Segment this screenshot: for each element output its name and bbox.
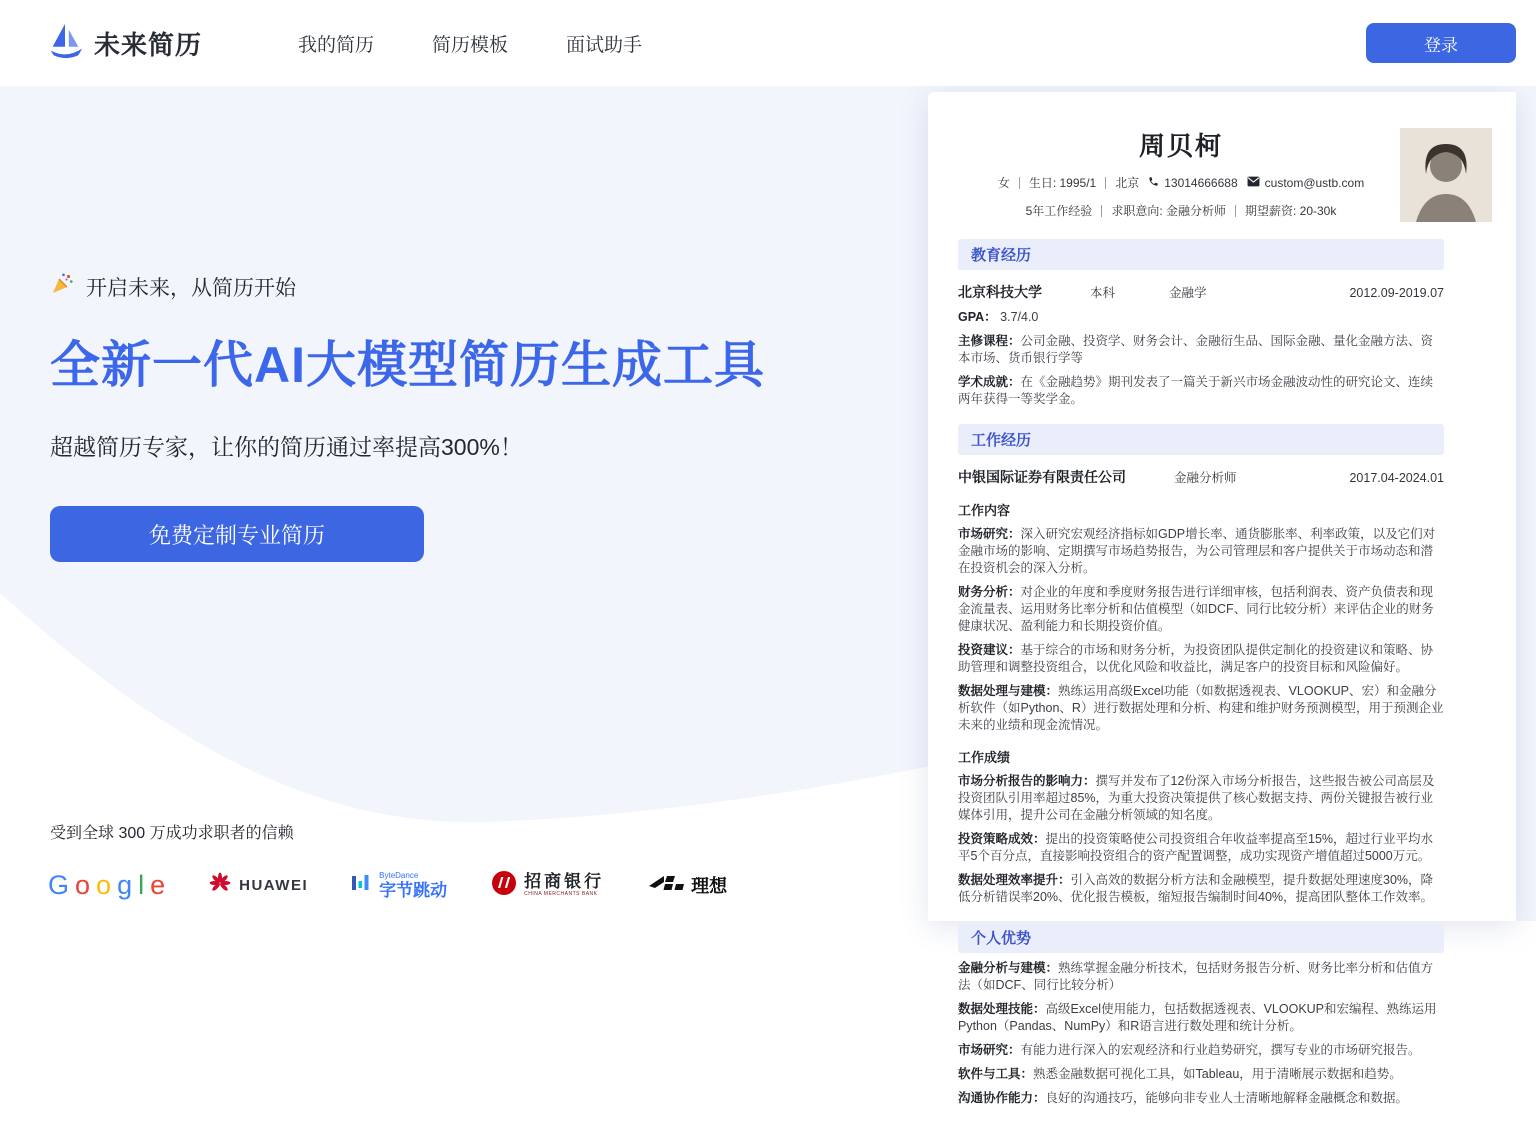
degree: 本科	[1090, 286, 1116, 300]
work-achievement-item: 市场分析报告的影响力：撰写并发布了12份深入市场分析报告，这些报告被公司高层及投资团队引用率超过85%，为重大投资决策提供了核心数据支持、两份关键报告被行业媒体引用，提升公司在金融分析领域的知名度。	[958, 774, 1435, 822]
bytedance-wordmark-cn: 字节跳动	[379, 880, 448, 900]
work-content-item: 投资建议：基于综合的市场和财务分析，为投资团队提供定制化的投资建议和策略、协助管理和调整投资组合，以优化风险和收益比，满足客户的投资目标和风险偏好。	[958, 643, 1434, 674]
job-title: 金融分析师	[1174, 471, 1237, 485]
brand[interactable]	[46, 21, 202, 66]
section-header-strengths: 个人优势	[958, 922, 1444, 953]
birthday: 生日: 1995/1	[1028, 176, 1097, 190]
hero-eyebrow	[50, 272, 830, 302]
google-letter: o	[75, 869, 90, 900]
resume-header	[958, 126, 1404, 219]
login-button[interactable]: 登录	[1366, 23, 1516, 63]
email-field	[1247, 176, 1365, 190]
experience-years: 5年工作经验	[1025, 204, 1093, 218]
work-achievement-heading: 工作成绩	[958, 750, 1011, 765]
liauto-logo	[648, 872, 727, 898]
resume-meta-line-1	[958, 174, 1404, 191]
google-logo	[48, 870, 164, 901]
expected-salary: 期望薪资: 20-30k	[1244, 204, 1337, 218]
huawei-wordmark: HUAWEI	[239, 876, 309, 894]
hero-eyebrow-text: 开启未来，从简历开始	[86, 277, 296, 300]
strength-item: 金融分析与建模：熟练掌握金融分析技术，包括财务报告分析、财务比率分析和估值方法（如DCF、同行比较分析）	[958, 961, 1434, 992]
huawei-logo	[208, 871, 308, 900]
education-detail: 主修课程：公司金融、投资学、财务会计、金融衍生品、国际金融、量化金融方法、资本市场、货币银行学等	[958, 334, 1434, 365]
brand-logos-row	[48, 862, 727, 908]
hero-title: 全新一代AI大模型简历生成工具	[50, 337, 765, 393]
phone-number: 13014666688	[1164, 175, 1238, 190]
black-li-mark-icon	[648, 874, 684, 897]
divider	[1235, 205, 1236, 217]
work-row	[958, 467, 1444, 487]
candidate-name: 周贝柯	[1138, 131, 1223, 161]
bytedance-logo	[352, 871, 447, 900]
strength-item: 软件与工具：熟悉金融数据可视化工具，如Tableau，用于清晰展示数据和趋势。	[958, 1067, 1402, 1081]
hero-subtitle: 超越简历专家，让你的简历通过率提高300%！	[50, 434, 523, 460]
work-dates: 2017.04-2024.01	[1349, 471, 1444, 485]
google-letter: o	[96, 869, 111, 900]
strength-item: 数据处理技能：高级Excel使用能力，包括数据透视表、VLOOKUP和宏编程、熟练运用Python（Pandas、NumPy）和R语言进行数处理和统计分析。	[958, 1002, 1437, 1033]
work-achievement-item: 投资策略成效：提出的投资策略使公司投资组合年收益率提高至15%，超过行业平均水平5个百分点，直接影响投资组合的资产配置调整，成功实现资产增值超过5000万元。	[958, 832, 1434, 863]
free-custom-resume-button[interactable]: 免费定制专业简历	[50, 506, 424, 562]
strength-item: 市场研究：有能力进行深入的宏观经济和行业趋势研究，撰写专业的市场研究报告。	[958, 1043, 1421, 1057]
company-name: 中银国际证券有限责任公司	[958, 469, 1126, 485]
phone-field	[1148, 176, 1237, 190]
work-content-item: 数据处理与建模：熟练运用高级Excel功能（如数据透视表、VLOOKUP、宏）和金融分析软件（如Python、R）进行数据处理和分析、构建和维护财务预测模型，用于预测企业未来的业绩和现金流情况。	[958, 684, 1444, 732]
job-objective: 求职意向: 金融分析师	[1111, 204, 1226, 218]
cmb-wordmark-en: CHINA MERCHANTS BANK	[524, 891, 598, 897]
email-address: custom@ustb.com	[1264, 175, 1365, 190]
cmb-wordmark-cn: 招商银行	[524, 872, 605, 891]
gender: 女	[997, 176, 1010, 190]
work-content-item: 财务分析：对企业的年度和季度财务报告进行详细审核，包括利润表、资产负债表和现金流量表、运用财务比率分析和估值模型（如DCF、同行比较分析）来评估企业的财务健康状况、盈利能力和长期投资价值。	[958, 585, 1434, 633]
education-dates: 2012.09-2019.07	[1349, 286, 1444, 300]
education-detail: GPA： 3.7/4.0	[958, 310, 1039, 324]
profile-photo	[1400, 128, 1492, 222]
strength-item: 沟通协作能力：良好的沟通技巧，能够向非专业人士清晰地解释金融概念和数据。	[958, 1091, 1409, 1105]
major: 金融学	[1169, 286, 1207, 300]
navbar	[0, 0, 1536, 86]
divider	[1105, 177, 1106, 189]
nav-item-interview-assistant[interactable]: 面试助手	[566, 34, 643, 56]
red-flower-icon	[208, 871, 232, 900]
divider	[1101, 205, 1102, 217]
red-circle-icon	[491, 870, 517, 901]
work-achievement-item: 数据处理效率提升：引入高效的数据分析方法和金融模型，提升数据处理速度30%，降低分析错误率20%、优化报告模板，缩短报告编制时间40%，提高团队整体工作效率。	[958, 873, 1434, 904]
google-letter: g	[117, 869, 132, 900]
work-content-item: 市场研究：深入研究宏观经济指标如GDP增长率、通货膨胀率、利率政策，以及它们对金融市场的影响、定期撰写市场趋势报告，为公司管理层和客户提供关于市场动态和潜在投资机会的深入分析。	[958, 527, 1436, 575]
nav-item-templates[interactable]: 简历模板	[432, 34, 509, 56]
liauto-wordmark: 理想	[691, 876, 728, 896]
blue-bars-icon	[352, 871, 372, 900]
brand-name: 未来简历	[94, 29, 203, 60]
bytedance-wordmark-en: ByteDance	[379, 870, 419, 880]
divider	[1019, 177, 1020, 189]
city: 北京	[1115, 176, 1140, 190]
school-name: 北京科技大学	[958, 284, 1042, 300]
resume-preview-card	[928, 92, 1516, 1105]
google-letter: e	[150, 869, 165, 900]
education-row	[958, 282, 1444, 302]
phone-icon	[1148, 176, 1159, 190]
sailboat-icon	[46, 21, 84, 66]
trust-statement: 受到全球 300 万成功求职者的信赖	[50, 825, 294, 842]
resume-meta-line-2	[958, 202, 1404, 219]
hero-section	[50, 272, 830, 562]
envelope-icon	[1247, 176, 1260, 190]
section-header-education: 教育经历	[958, 239, 1444, 270]
education-detail: 学术成就：在《金融趋势》期刊发表了一篇关于新兴市场金融波动性的研究论文、连续两年获得一等奖学金。	[958, 375, 1434, 406]
section-header-work: 工作经历	[958, 424, 1444, 455]
work-content-heading: 工作内容	[958, 503, 1011, 518]
cmb-logo	[491, 870, 604, 901]
nav-item-my-resume[interactable]: 我的简历	[298, 34, 375, 56]
google-letter: G	[48, 869, 69, 900]
google-letter: l	[138, 869, 144, 900]
party-popper-icon	[50, 272, 74, 302]
nav-links	[298, 30, 642, 57]
